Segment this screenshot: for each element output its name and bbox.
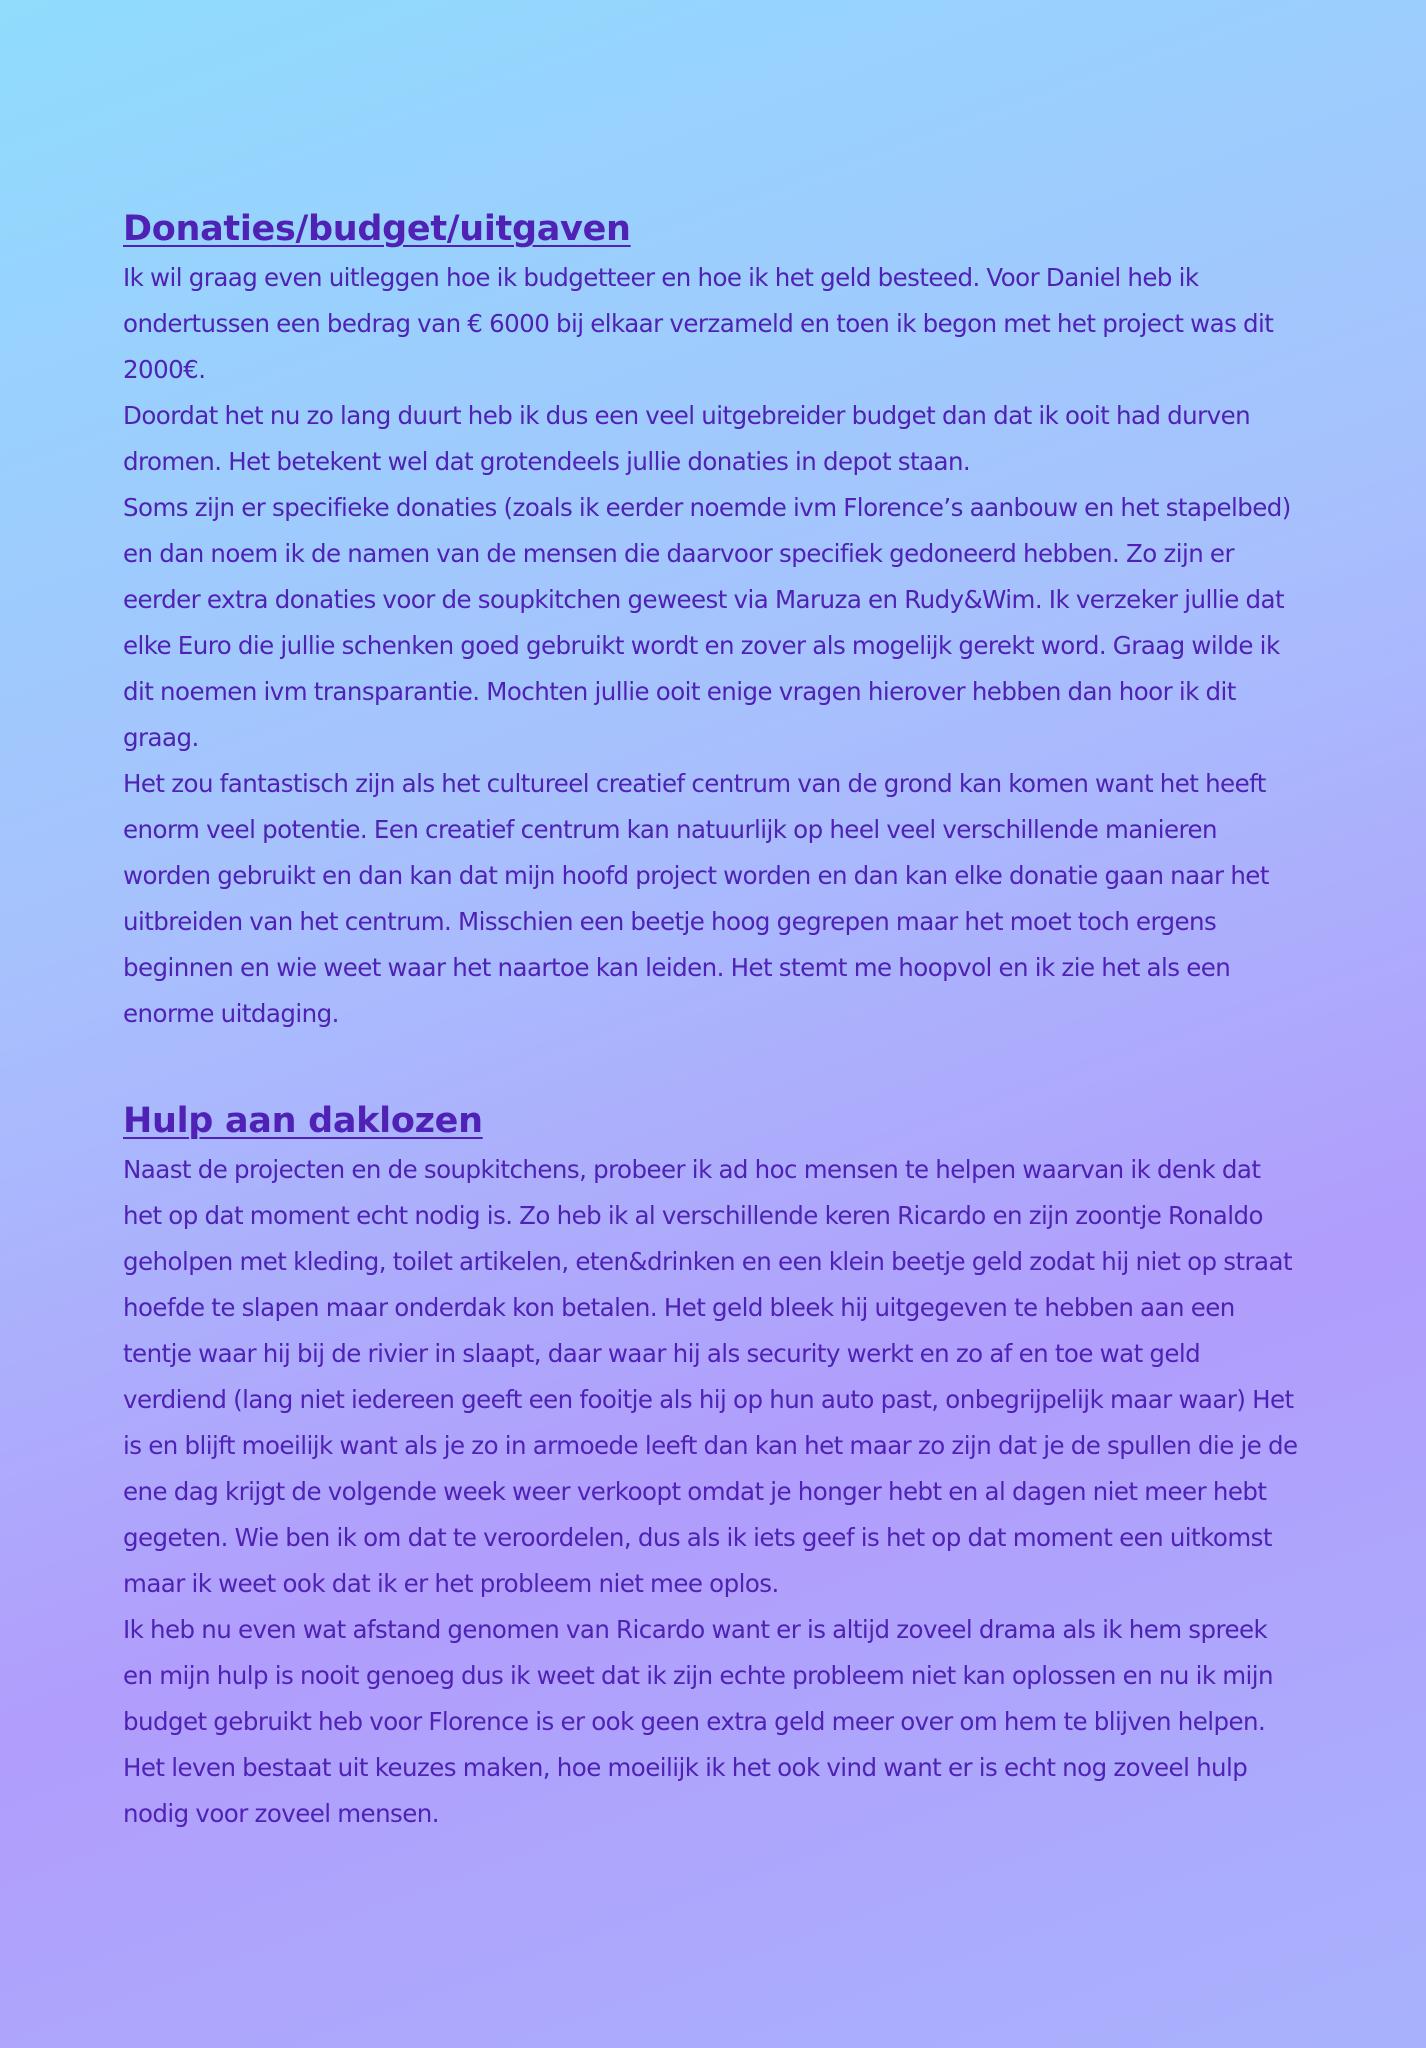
paragraph-specific-donations: Soms zijn er specifieke donaties (zoals ik eerder noemde ivm Florence’s aanbouw en het stapelbed) en dan noem ik de namen van de mensen die daarvoor specifiek gedoneerd hebben. Zo zijn er eerder extra donaties voor de soupkitchen geweest via Maruza en Rudy&Wim. Ik verzeker jullie dat elke Euro die jullie schenken goed gebruikt wordt en zover als mogelijk gerekt word. Graag wilde ik dit noemen ivm transparantie. Mochten jullie ooit enige vragen hierover hebben dan hoor ik dit graag. bbox=[123, 493, 1291, 752]
section-heading-hulp: Hulp aan daklozen bbox=[123, 1101, 483, 1141]
paragraph-creative-centre: Het zou fantastisch zijn als het cultureel creatief centrum van de grond kan komen want het heeft enorm veel potentie. Een creatief centrum kan natuurlijk op heel veel verschillende manieren worden gebruikt en dan kan dat mijn hoofd project worden en dan kan elke donatie gaan naar het uitbreiden van het centrum. Misschien een beetje hoog gegrepen maar het moet toch ergens beginnen en wie weet waar het naartoe kan leiden. Het stemt me hoopvol en ik zie het als een enorme uitdaging. bbox=[123, 769, 1269, 1028]
section-hulp-daklozen bbox=[123, 1097, 1303, 1837]
paragraph-distance-ricardo: Ik heb nu even wat afstand genomen van Ricardo want er is altijd zoveel drama als ik hem spreek en mijn hulp is nooit genoeg dus ik weet dat ik zijn echte probleem niet kan oplossen en nu ik mijn budget gebruikt heb voor Florence is er ook geen extra geld meer over om hem te blijven helpen. Het leven bestaat uit keuzes maken, hoe moeilijk ik het ook vind want er is echt nog zoveel hulp nodig voor zoveel mensen. bbox=[123, 1615, 1274, 1828]
paragraph-budget-duration: Doordat het nu zo lang duurt heb ik dus een veel uitgebreider budget dan dat ik ooit had durven dromen. Het betekent wel dat grotendeels jullie donaties in depot staan. bbox=[123, 401, 1251, 476]
document-body bbox=[123, 205, 1303, 1837]
paragraph-budget-intro: Ik wil graag even uitleggen hoe ik budgetteer en hoe ik het geld besteed. Voor Daniel heb ik ondertussen een bedrag van € 6000 bij elkaar verzameld en toen ik begon met het project was dit 2000€. bbox=[123, 263, 1274, 384]
section-donaties bbox=[123, 205, 1303, 1037]
section-heading-donaties: Donaties/budget/uitgaven bbox=[123, 209, 631, 249]
paragraph-ricardo-help: Naast de projecten en de soupkitchens, probeer ik ad hoc mensen te helpen waarvan ik denk dat het op dat moment echt nodig is. Zo heb ik al verschillende keren Ricardo en zijn zoontje Ronaldo geholpen met kleding, toilet artikelen, eten&drinken en een klein beetje geld zodat hij niet op straat hoefde te slapen maar onderdak kon betalen. Het geld bleek hij uitgegeven te hebben aan een tentje waar hij bij de rivier in slaapt, daar waar hij als security werkt en zo af en toe wat geld verdiend (lang niet iedereen geeft een fooitje als hij op hun auto past, onbegrijpelijk maar waar) Het is en blijft moeilijk want als je zo in armoede leeft dan kan het maar zo zijn dat je de spullen die je de ene dag krijgt de volgende week weer verkoopt omdat je honger hebt en al dagen niet meer hebt gegeten. Wie ben ik om dat te veroordelen, dus als ik iets geef is het op dat moment een uitkomst maar ik weet ook dat ik er het probleem niet mee oplos. bbox=[123, 1155, 1298, 1598]
